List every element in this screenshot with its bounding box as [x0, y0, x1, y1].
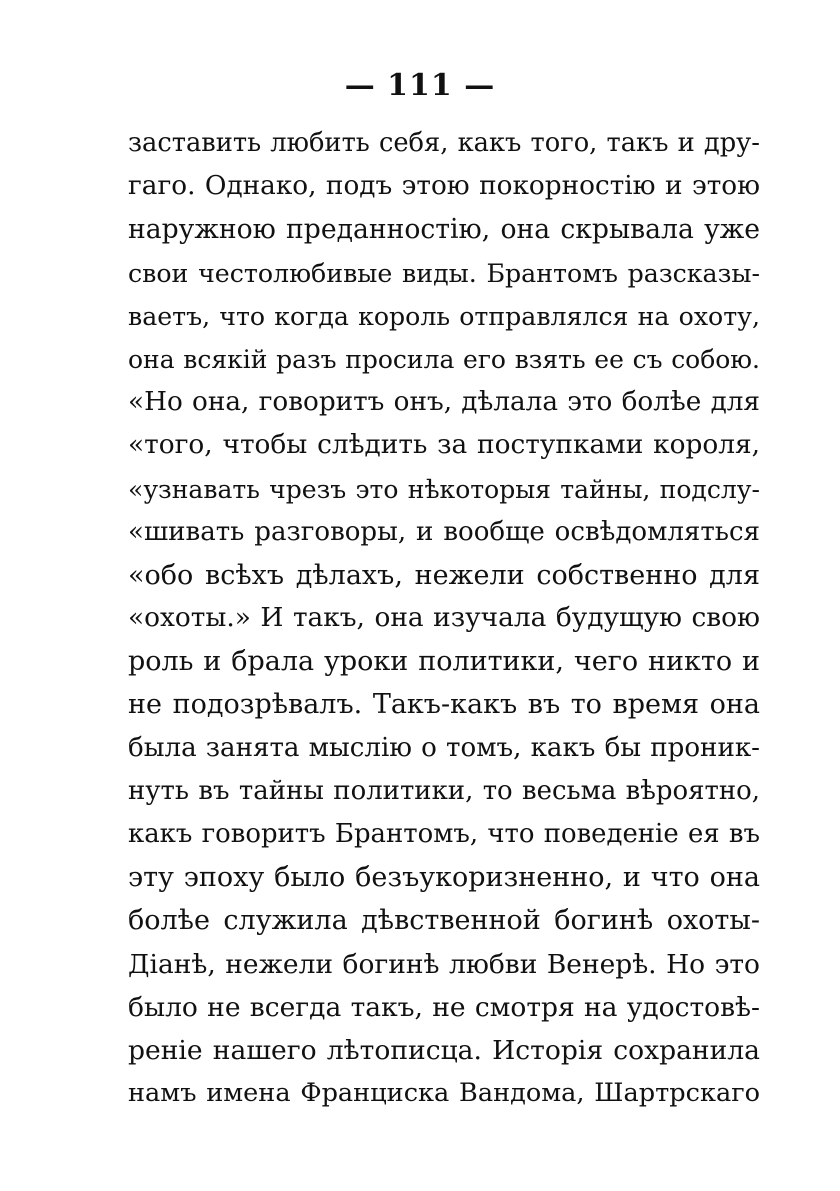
text-line: болѣе служила дѣвственной богинѣ охоты-	[128, 905, 760, 937]
text-line: была занята мыслiю о томъ, какъ бы проник-	[128, 732, 760, 763]
page-number: — 111 —	[344, 68, 496, 103]
text-line: она всякiй разъ просила его взять ее съ собою.	[128, 344, 760, 374]
text-line: «охоты.» И такъ, она изучала будущую свою	[128, 603, 760, 634]
text-line: намъ имена Франциска Вандома, Шартрскаго	[128, 1078, 760, 1109]
text-line: свои честолюбивые виды. Брантомъ разсказы-	[128, 258, 760, 288]
text-line: какъ говоритъ Брантомъ, что поведенiе ея въ	[128, 819, 760, 849]
text-line: гаго. Однако, подъ этою покорностiю и этою	[128, 171, 760, 202]
text-line: эту эпоху было безъукоризненно, и что она	[128, 862, 760, 894]
text-line: «шивать разговоры, и вообще освѣдомляться	[128, 516, 760, 547]
text-line: наружною преданностiю, она скрывала уже	[128, 214, 760, 246]
text-line: «того, чтобы слѣдить за поступками короля,	[128, 430, 760, 461]
text-line: «узнавать чрезъ это нѣкоторыя тайны, подслу-	[128, 474, 760, 504]
text-line: было не всегда такъ, не смотря на удостовѣ-	[128, 991, 760, 1023]
text-line: не подозрѣвалъ. Такъ-какъ въ то время она	[128, 689, 760, 721]
text-line: ренiе нашего лѣтописца. Исторiя сохранила	[128, 1034, 760, 1066]
body-text	[128, 122, 760, 1115]
text-line: ваетъ, что когда король отправлялся на охоту,	[128, 301, 760, 331]
text-line: «Но она, говоритъ онъ, дѣлала это болѣе для	[128, 387, 760, 418]
text-line: Дiанѣ, нежели богинѣ любви Венерѣ. Но это	[128, 948, 760, 980]
text-line: нуть въ тайны политики, то весьма вѣроятно,	[128, 775, 760, 806]
text-line: «обо всѣхъ дѣлахъ, нежели собственно для	[128, 559, 760, 591]
text-line: роль и брала уроки политики, чего никто и	[128, 646, 760, 678]
text-line: заставить любить себя, какъ того, такъ и дру-	[128, 128, 760, 158]
